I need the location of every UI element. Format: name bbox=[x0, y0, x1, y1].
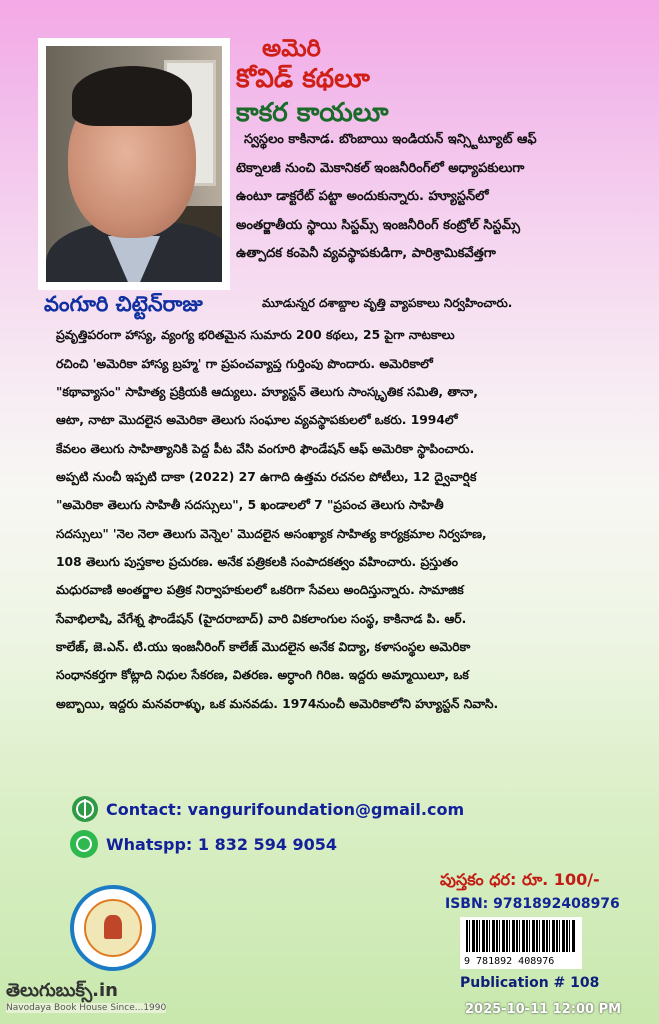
author-portrait bbox=[46, 46, 222, 282]
book-title-line-2: కోవిడ్ కథలూ bbox=[236, 64, 370, 94]
contact-email bbox=[72, 796, 464, 822]
book-title-line-1: అమెరి bbox=[262, 34, 321, 62]
brand-logo-text: తెలుగుబుక్స్.in bbox=[6, 980, 118, 1001]
bio-line: సేవాభిలాషి, వేగేశ్న ఫౌండేషన్ (హైదరాబాద్) వారి వికలాంగుల సంస్థ, కాకినాడ పి. ఆర్. bbox=[56, 612, 467, 626]
bio-line: సదస్సులు" 'నెల నెలా తెలుగు వెన్నెల' మొదలైన అసంఖ్యాక సాహిత్య కార్యక్రమాల నిర్వహణ, bbox=[56, 527, 487, 541]
bio-line: "కథావ్యాసం" సాహిత్య ప్రక్రియకి ఆద్యులు. హ్యూస్టన్ తెలుగు సాంస్కృతిక సమితి, తానా, bbox=[56, 385, 478, 399]
bio-line: స్వస్థలం కాకినాడ. బొంబాయి ఇండియన్ ఇన్స్టిట్యూట్ ఆఫ్ bbox=[244, 132, 537, 147]
bio-line: టెక్నాలజీ నుంచి మెకానికల్ ఇంజనీరింగ్‌లో అధ్యాపకులుగా bbox=[236, 161, 525, 176]
contact-whatsapp bbox=[70, 830, 337, 858]
author-name: వంగూరి చిట్టెన్‌రాజు bbox=[44, 292, 203, 316]
foundation-logo bbox=[70, 885, 156, 971]
bio-line: అబ్బాయి, ఇద్దరు మనవరాళ్ళు, ఒక మనవడు. 1974నుంచీ అమెరికాలోని హ్యూస్టన్ నివాసి. bbox=[56, 697, 499, 711]
barcode-bars bbox=[466, 920, 576, 952]
book-price: పుస్తకం ధర: రూ. 100/- bbox=[440, 870, 600, 889]
bio-line: "అమెరికా తెలుగు సాహితీ సదస్సులు", 5 ఖండాలలో 7 "ప్రపంచ తెలుగు సాహితీ bbox=[56, 498, 444, 512]
timestamp: 2025-10-11 12:00 PM bbox=[465, 1002, 622, 1017]
bio-line: అంతర్జాతీయ స్థాయి సిస్టమ్స్ ఇంజనీరింగ్ కంట్రోల్ సిస్టమ్స్ bbox=[236, 218, 521, 233]
bio-line: ఆటా, నాటా మొదలైన అమెరికా తెలుగు సంఘాల వ్యవస్థాపకులలో ఒకరు. 1994లో bbox=[56, 413, 458, 427]
isbn: ISBN: 9781892408976 bbox=[445, 896, 620, 912]
bio-line: 108 తెలుగు పుస్తకాల ప్రచురణ. అనేక పత్రికలకి సంపాదకత్వం వహించారు. ప్రస్తుతం bbox=[56, 555, 458, 569]
globe-icon bbox=[72, 796, 98, 822]
contact-email-text: Contact: vangurifoundation@gmail.com bbox=[106, 799, 465, 819]
bio-line: మూడున్నర దశాబ్దాల వృత్తి వ్యాపకాలు నిర్వహించారు. bbox=[262, 296, 513, 310]
bio-line: ప్రవృత్తిపరంగా హాస్య, వ్యంగ్య భరితమైన సుమారు 200 కథలు, 25 పైగా నాటకాలు bbox=[56, 328, 455, 342]
bio-line: ఉత్పాదక కంపెనీ వ్యవస్థాపకుడిగా, పారిశ్రామికవేత్తగా bbox=[236, 246, 496, 261]
bio-line: కేవలం తెలుగు సాహిత్యానికి పెద్ద పీట వేసి వంగూరి ఫౌండేషన్ ఆఫ్ అమెరికా స్థాపించారు. bbox=[56, 442, 475, 456]
contact-whatsapp-text: Whatspp: 1 832 594 9054 bbox=[106, 834, 338, 854]
author-photo bbox=[38, 38, 230, 290]
book-title-line-3: కాకర కాయలూ bbox=[236, 98, 389, 128]
barcode bbox=[460, 917, 582, 969]
bio-line: రచించి 'అమెరికా హాస్య బ్రహ్మ' గా ప్రపంచవ్యాప్త గుర్తింపు పొందారు. అమెరికాలో bbox=[56, 357, 433, 371]
bio-line: ఉంటూ డాక్టరేట్ పట్టా అందుకున్నారు. హ్యూస్టన్‌లో bbox=[236, 189, 489, 204]
bio-line: సంధానకర్తగా కోట్లాది నిధుల సేకరణ, వితరణ. అర్ధాంగి గిరిజ. ఇద్దరు అమ్మాయిలూ, ఒక bbox=[56, 668, 469, 682]
bio-line: కాలేజ్, జె.ఎన్. టి.యు ఇంజనీరింగ్ కాలేజ్ మొదలైన అనేక విద్యా, కళాసంస్థల అమెరికా bbox=[56, 640, 471, 654]
publication-number: Publication # 108 bbox=[460, 975, 600, 991]
whatsapp-icon bbox=[70, 830, 98, 858]
bio-line: అప్పటి నుంచీ ఇప్పటి దాకా (2022) 27 ఉగాది ఉత్తమ రచనల పోటీలు, 12 ద్వైవార్షిక bbox=[56, 470, 477, 484]
brand-subtitle: Navodaya Book House Since...1990 bbox=[6, 1003, 167, 1013]
barcode-number: 9 781892 408976 bbox=[464, 956, 555, 967]
bio-line: మధురవాణి అంతర్జాల పత్రిక నిర్వాహకులలో ఒకరిగా సేవలు అందిస్తున్నారు. సామాజిక bbox=[56, 583, 464, 597]
